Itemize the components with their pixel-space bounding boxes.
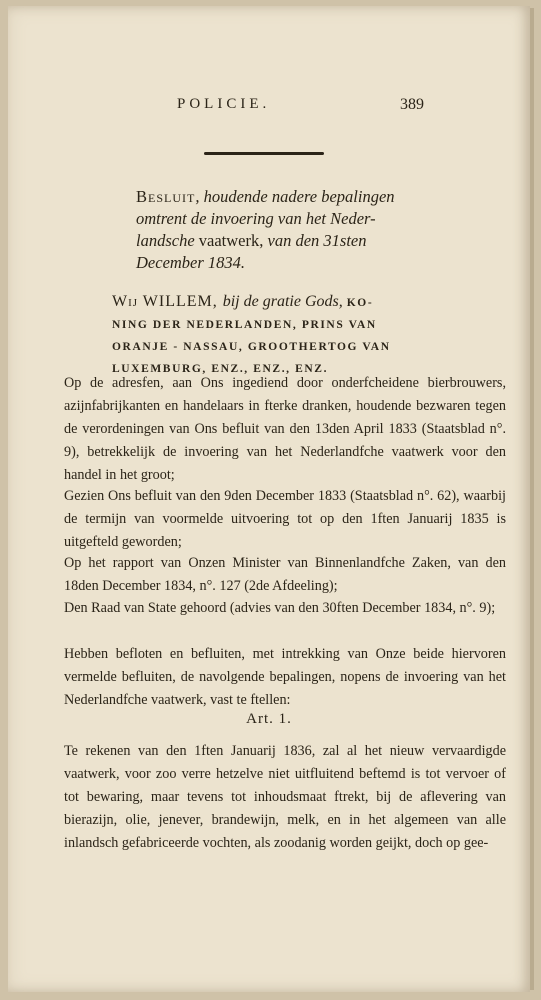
page-edge	[530, 8, 534, 990]
paragraph-besluiten: Hebben befloten en befluiten, met intrekking van Onze beide hiervoren vermelde befluiten, de navolgende bepalingen, nopens de invoering van het Nederlandfche vaatwerk, vast te ftellen:	[64, 646, 506, 708]
preamble-line-4: LUXEMBURG, ENZ., ENZ., ENZ.	[112, 363, 329, 375]
title-line-4: December 1834.	[136, 253, 246, 272]
title-line-2: omtrent de invoering van het Neder-	[136, 209, 376, 228]
paragraph-adressen: Op de adresfen, aan Ons ingediend door onderfcheidene bierbrouwers, azijnfabrijkanten en handelaars in fterke dranken, houdende bezwaren tegen de verordeningen van Ons befluit van den 13den April 1833 (Staatsblad n°. 9), betrekkelijk de invoering van het Nederlandfche vaatwerk voor den handel in het groot;	[64, 375, 506, 483]
title-line-3c: van den 31sten	[267, 231, 367, 250]
preamble-wij: Wij	[112, 293, 139, 310]
page-header	[8, 96, 530, 120]
paragraph-raad-van-state: Den Raad van State gehoord (advies van den 30ften December 1834, n°. 9);	[64, 600, 496, 616]
book-page	[8, 6, 530, 992]
preamble-line-2: NING DER NEDERLANDEN, PRINS VAN	[112, 319, 377, 331]
title-line-1: , houdende nadere bepalingen	[195, 187, 395, 206]
preamble-willem: WILLEM,	[138, 293, 223, 310]
paragraph-rapport: Op het rapport van Onzen Minister van Binnenlandfche Zaken, van den 18den December 1834, n°. 127 (2de Afdeeling);	[64, 555, 506, 594]
title-line-3b: vaatwerk,	[194, 231, 268, 250]
preamble-line-3: ORANJE - NASSAU, GROOTHERTOG VAN	[112, 341, 391, 353]
preamble-gratia: bij de gratie Gods,	[222, 293, 347, 310]
paragraph-gezien: Gezien Ons befluit van den 9den December 1833 (Staatsblad n°. 62), waarbij de termijn van voormelde uitvoering tot op den 1ften Januarij 1835 is uitgefteld geworden;	[64, 488, 506, 550]
title-line-3a: landsche	[136, 231, 195, 250]
paragraph-article-1: Te rekenen van den 1ften Januarij 1836, zal al het nieuw vervaardigde vaatwerk, voor zoo verre hetzelve niet uitfluitend beftemd is tot vervoer of tot bewaring, maar tevens tot inhoudsmaat ftrekt, bij de aflevering van bierazijn, olie, jenever, brandewijn, melk, en in het algemeen van alle inlandsch gefabriceerde vochten, als zoodanig worden geijkt, doch op gee-	[64, 743, 506, 851]
article-heading: Art. 1.	[246, 711, 292, 727]
page-number: 389	[400, 96, 424, 113]
preamble-koning: KO-	[346, 297, 374, 309]
decree-title	[136, 186, 506, 274]
title-word: Besluit	[136, 187, 196, 206]
running-title: POLICIE.	[177, 96, 271, 112]
ornamental-rule	[204, 152, 324, 155]
royal-preamble	[112, 291, 506, 380]
